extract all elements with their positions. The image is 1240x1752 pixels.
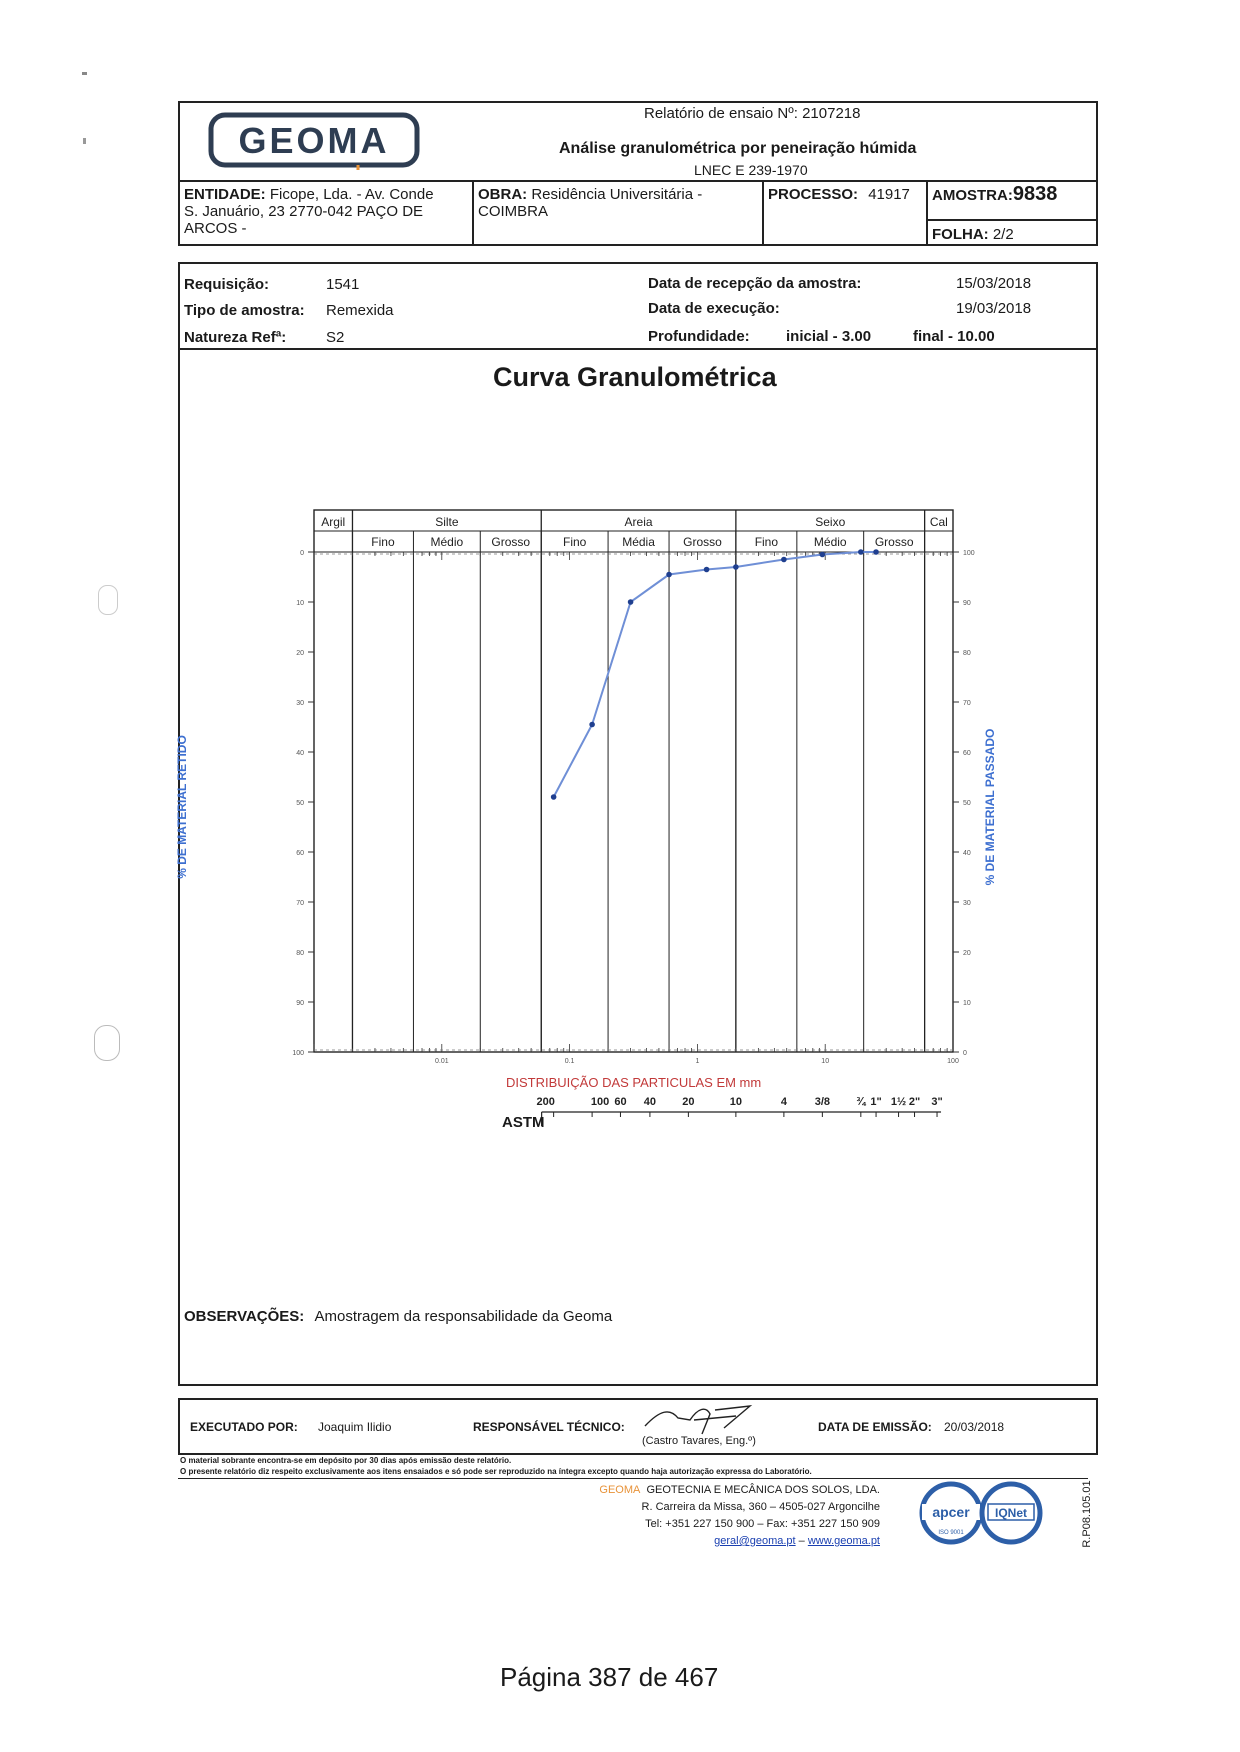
- series-line: [554, 552, 876, 797]
- astm-sieve-label: 200: [536, 1096, 555, 1108]
- iqnet-logo: [978, 1480, 1044, 1546]
- y-tick-label-right: 30: [963, 900, 971, 907]
- company-web-link[interactable]: www.geoma.pt: [807, 1535, 880, 1547]
- astm-sieve-label: 60: [614, 1096, 627, 1108]
- sample-label: AMOSTRA:: [932, 187, 1013, 204]
- y-tick-label-right: 20: [963, 950, 971, 957]
- form-code: R.P08.105.01: [1081, 1480, 1093, 1548]
- astm-sieve-label: 40: [643, 1096, 657, 1108]
- execution-value: 19/03/2018: [956, 300, 1032, 317]
- chart-title: Curva Granulométrica: [493, 362, 777, 392]
- nature-label: Natureza Refª:: [184, 329, 287, 346]
- logo-text: GEOMA: [238, 120, 390, 161]
- astm-sieve-label: 10: [729, 1096, 742, 1108]
- data-point: [704, 567, 710, 573]
- company-email-link[interactable]: geral@geoma.pt: [714, 1535, 796, 1547]
- requisition-label: Requisição:: [184, 276, 270, 293]
- apcer-sub: ISO 9001: [938, 1530, 964, 1536]
- y-tick-label-right: 40: [963, 850, 971, 857]
- y-tick-label-right: 0: [963, 1050, 967, 1057]
- executed-label: EXECUTADO POR:: [190, 1420, 298, 1434]
- y-tick-label-right: 50: [963, 800, 971, 807]
- company-brand: GEOMA: [599, 1484, 641, 1496]
- astm-sieve-label: 1": [870, 1096, 882, 1108]
- tech-name: (Castro Tavares, Eng.º): [642, 1435, 756, 1447]
- observations-text: Amostragem da responsabilidade da Geoma: [314, 1308, 613, 1325]
- emission-label: DATA DE EMISSÃO:: [818, 1420, 932, 1434]
- astm-sieve-label: 3": [931, 1096, 943, 1108]
- class-label-sub: Média: [622, 535, 655, 549]
- y-tick-label-left: 80: [296, 950, 304, 957]
- astm-sieve-label: 1½: [890, 1096, 907, 1108]
- report-label: Relatório de ensaio Nº:: [644, 105, 798, 122]
- y-tick-label-left: 50: [296, 800, 304, 807]
- data-point: [733, 564, 739, 570]
- entity-label: ENTIDADE:: [184, 186, 266, 203]
- reception-value: 15/03/2018: [956, 275, 1032, 292]
- chart-frame: [292, 510, 974, 1126]
- x-tick-label: 100: [947, 1058, 959, 1065]
- y-tick-label-left: 40: [296, 750, 304, 757]
- class-label-top: Seixo: [815, 515, 846, 529]
- class-label-sub: Fino: [754, 535, 779, 549]
- depth-final: final - 10.00: [913, 328, 995, 345]
- y-tick-label-right: 100: [963, 550, 975, 557]
- y-tick-label-right: 70: [963, 700, 971, 707]
- class-label-sub: Grosso: [683, 535, 722, 549]
- y-tick-label-left: 20: [296, 650, 304, 657]
- footer-note-2: O presente relatório diz respeito exclusivamente aos itens ensaiados e só pode ser reproduzido na íntegra excepto quando haja autorização expressa do Laboratório.: [180, 1467, 812, 1476]
- class-label-sub: Fino: [562, 535, 587, 549]
- nature-value: S2: [326, 329, 345, 346]
- sheet-label: FOLHA:: [932, 226, 989, 243]
- x-tick-label: 1: [695, 1058, 700, 1065]
- class-label-top: Areia: [624, 515, 653, 529]
- data-point: [873, 549, 879, 555]
- footer-rule: [178, 1478, 1088, 1479]
- process-value: 41917: [868, 186, 910, 203]
- tech-label: RESPONSÁVEL TÉCNICO:: [473, 1420, 625, 1434]
- astm-sieve-label: 100: [590, 1096, 610, 1108]
- astm-sieve-label: 4: [780, 1096, 787, 1108]
- observations: [184, 1308, 612, 1325]
- execution-label: Data de execução:: [648, 300, 780, 317]
- data-point: [551, 794, 557, 800]
- company-address: R. Carreira da Missa, 360 – 4505-027 Argoncilhe: [641, 1501, 880, 1513]
- company-sep: –: [795, 1535, 808, 1547]
- class-label-sub: Grosso: [491, 535, 531, 549]
- y-tick-label-left: 30: [296, 700, 304, 707]
- y-tick-label-left: 90: [296, 1000, 304, 1007]
- data-point: [666, 572, 672, 578]
- sheet-value: 2/2: [992, 226, 1014, 243]
- class-label-top: Silte: [435, 515, 459, 529]
- x-axis-label: DISTRIBUIÇÃO DAS PARTICULAS EM mm: [506, 1075, 762, 1090]
- report-number: 2107218: [802, 105, 861, 122]
- class-label-top: Cal: [929, 515, 948, 529]
- depth-initial: inicial - 3.00: [786, 328, 872, 345]
- x-tick-label: 0.1: [564, 1058, 575, 1065]
- y-tick-label-left: 100: [292, 1050, 304, 1057]
- class-label-sub: Fino: [371, 535, 395, 549]
- apcer-logo: [918, 1480, 984, 1546]
- entity-value-3: ARCOS -: [184, 220, 247, 237]
- test-standard: LNEC E 239-1970: [694, 162, 808, 178]
- y-tick-label-right: 90: [963, 600, 971, 607]
- company-block: [540, 1482, 880, 1550]
- sample-type-value: Remexida: [326, 302, 394, 319]
- class-label-sub: Médio: [813, 535, 847, 549]
- reception-label: Data de recepção da amostra:: [648, 275, 862, 292]
- emission-value: 20/03/2018: [944, 1420, 1005, 1434]
- y-axis-left-label: % DE MATERIAL RETIDO: [175, 735, 189, 879]
- y-tick-label-right: 10: [963, 1000, 971, 1007]
- x-tick-label: 10: [821, 1058, 830, 1065]
- test-title: Análise granulométrica por peneiração húmida: [559, 140, 917, 157]
- chart-marks: [551, 549, 879, 800]
- astm-sieve-label: ¾: [856, 1096, 866, 1108]
- y-tick-label-left: 60: [296, 850, 304, 857]
- page-number: Página 387 de 467: [500, 1662, 719, 1692]
- y-tick-label-right: 80: [963, 650, 971, 657]
- data-point: [589, 722, 595, 728]
- process-label: PROCESSO:: [768, 186, 859, 203]
- plot-area: [314, 510, 953, 1052]
- apcer-text: apcer: [932, 1504, 970, 1520]
- entity-value-2: S. Januário, 23 2770-042 PAÇO DE: [184, 203, 424, 220]
- astm-sieve-label: 20: [682, 1096, 695, 1108]
- entity-value-1: Ficope, Lda. - Av. Conde: [269, 186, 434, 203]
- class-label-top: Argil: [321, 515, 346, 529]
- requisition-value: 1541: [326, 276, 360, 293]
- work-value-1: Residência Universitária -: [531, 186, 703, 203]
- astm-sieve-label: 3/8: [814, 1096, 831, 1108]
- executed-value: Joaquim Ilidio: [318, 1420, 392, 1434]
- y-tick-label-left: 0: [300, 550, 304, 557]
- footer-note-1: O material sobrante encontra-se em depósito por 30 dias após emissão deste relatório.: [180, 1456, 512, 1465]
- company-name: GEOTECNIA E MECÂNICA DOS SOLOS, LDA.: [646, 1484, 880, 1496]
- observations-label: OBSERVAÇÕES:: [184, 1308, 305, 1325]
- data-point: [628, 599, 634, 605]
- iqnet-text: IQNet: [994, 1506, 1028, 1520]
- data-point: [820, 552, 826, 558]
- company-phone: Tel: +351 227 150 900 – Fax: +351 227 150 909: [645, 1518, 880, 1530]
- class-label-sub: Grosso: [874, 535, 914, 549]
- data-point: [781, 557, 787, 563]
- astm-sieve-label: 2": [908, 1096, 921, 1108]
- class-label-sub: Médio: [430, 535, 464, 549]
- y-tick-label-left: 10: [296, 600, 304, 607]
- signature-graphic: [640, 1400, 760, 1436]
- depth-label: Profundidade:: [648, 328, 750, 345]
- sample-value: 9838: [1012, 183, 1058, 205]
- x-tick-label: 0.01: [434, 1058, 449, 1065]
- y-axis-right-label: % DE MATERIAL PASSADO: [983, 728, 997, 886]
- y-tick-label-right: 60: [963, 750, 971, 757]
- work-value-2: COIMBRA: [478, 203, 549, 220]
- astm-label: ASTM: [502, 1114, 545, 1131]
- sample-type-label: Tipo de amostra:: [184, 302, 305, 319]
- work-label: OBRA:: [478, 186, 528, 203]
- y-tick-label-left: 70: [296, 900, 304, 907]
- data-point: [858, 549, 864, 555]
